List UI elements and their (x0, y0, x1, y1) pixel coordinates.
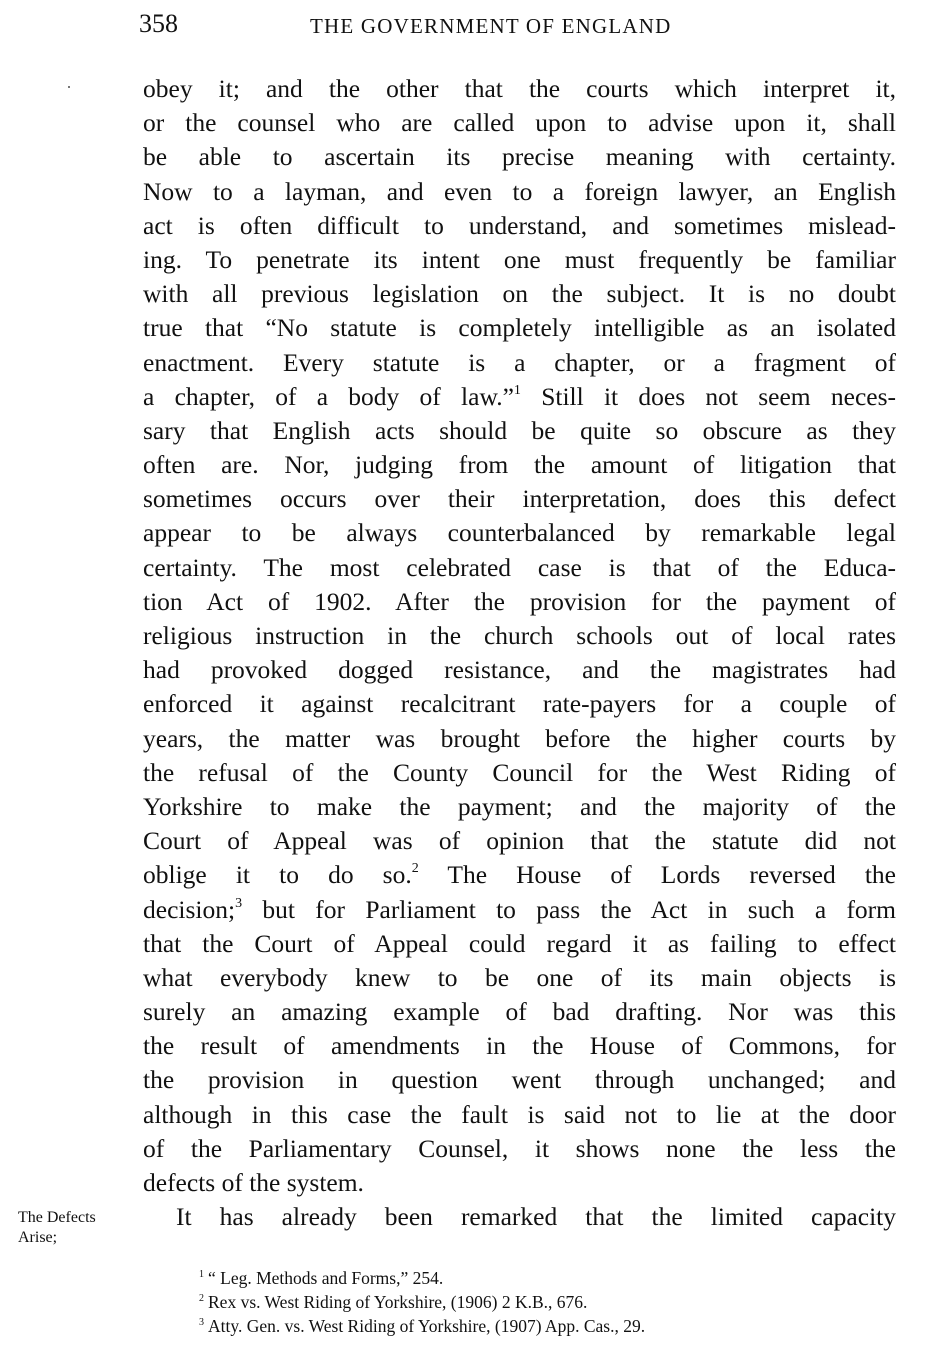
text-line: Now to a layman, and even to a foreign lawyer, an English (143, 176, 896, 206)
text-line: sometimes occurs over their interpretation, does this defect (143, 484, 896, 514)
text-line: religious instruction in the church schools out of local rates (143, 621, 896, 650)
text-line (143, 380, 896, 414)
text-line: be able to ascertain its precise meaning with certainty. (143, 142, 896, 172)
text-line: the result of amendments in the House of Commons, for (143, 1031, 896, 1061)
text-line: the refusal of the County Council for the West Riding of (143, 757, 896, 787)
footnote-text: “ Leg. Methods and Forms,” 254. (208, 1268, 444, 1288)
text-line: enactment. Every statute is a chapter, or a fragment of (143, 347, 896, 377)
text-line: although in this case the fault is said not to lie at the door (143, 1099, 896, 1129)
text-line: defects of the system. (143, 1168, 364, 1197)
text-line: sary that English acts should be quite so obscure as they (143, 415, 896, 445)
marginal-note (18, 1208, 138, 1248)
text-line: the provision in question went through unchanged; and (143, 1065, 896, 1095)
text-line: tion Act of 1902. After the provision for the payment of (143, 586, 896, 616)
text-line: appear to be always counterbalanced by remarkable legal (143, 518, 896, 548)
footnote-ref: 3 (235, 895, 243, 911)
running-title: THE GOVERNMENT OF ENGLAND (310, 14, 672, 38)
footnote-ref: 2 (411, 861, 419, 877)
text-segment: a chapter, of a body of law.” (143, 381, 514, 411)
footnote-text: Rex vs. West Riding of Yorkshire, (1906) 2 K.B., 676. (208, 1292, 588, 1312)
footnote (199, 1314, 899, 1338)
text-line: that the Court of Appeal could regard it as failing to effect (143, 928, 896, 958)
scan-speck (68, 86, 70, 88)
text-line: true that “No statute is completely intelligible as an isolated (143, 313, 896, 343)
marginal-note-line: Arise; (18, 1229, 58, 1246)
text-line: act is often difficult to understand, and sometimes mislead- (143, 210, 896, 240)
marginal-note-line: The Defects (18, 1209, 96, 1226)
footnote-marker: 1 (199, 1269, 204, 1280)
text-line: enforced it against recalcitrant rate-payers for a couple of (143, 689, 896, 719)
footnote-text: Atty. Gen. vs. West Riding of Yorkshire, (1907) App. Cas., 29. (208, 1316, 646, 1336)
footnote-marker: 2 (199, 1293, 204, 1304)
text-line: ing. To penetrate its intent one must frequently be familiar (143, 244, 896, 274)
text-line: of the Parliamentary Counsel, it shows none the less the (143, 1133, 896, 1163)
text-segment: Still it does not seem neces- (541, 381, 897, 411)
text-line (143, 858, 896, 892)
text-line: what everybody knew to be one of its main objects is (143, 962, 896, 992)
text-line: certainty. The most celebrated case is that of the Educa- (143, 552, 896, 582)
text-line: with all previous legislation on the subject. It is no doubt (143, 279, 896, 309)
text-line: years, the matter was brought before the higher courts by (143, 723, 896, 753)
text-line: often are. Nor, judging from the amount of litigation that (143, 450, 896, 480)
text-line: Yorkshire to make the payment; and the majority of the (143, 791, 896, 821)
text-segment: oblige it to do so. (143, 860, 412, 890)
text-line: or the counsel who are called upon to advise upon it, shall (143, 108, 896, 138)
footnote-marker: 3 (199, 1317, 204, 1328)
text-line: It has already been remarked that the limited capacity (176, 1202, 896, 1232)
text-line (143, 893, 896, 927)
text-line: surely an amazing example of bad drafting. Nor was this (143, 997, 896, 1027)
footnotes (199, 1266, 899, 1338)
text-line: Court of Appeal was of opinion that the statute did not (143, 826, 896, 856)
footnote (199, 1290, 899, 1314)
body-text (143, 72, 896, 1234)
page-number: 358 (139, 9, 178, 38)
text-line: obey it; and the other that the courts which interpret it, (143, 74, 896, 103)
text-segment: decision; (143, 894, 236, 924)
footnote (199, 1266, 899, 1290)
text-line: had provoked dogged resistance, and the magistrates had (143, 655, 896, 685)
footnote-ref: 1 (513, 382, 521, 398)
text-segment: The House of Lords reversed the (447, 860, 896, 890)
text-segment: but for Parliament to pass the Act in such a form (262, 894, 897, 924)
